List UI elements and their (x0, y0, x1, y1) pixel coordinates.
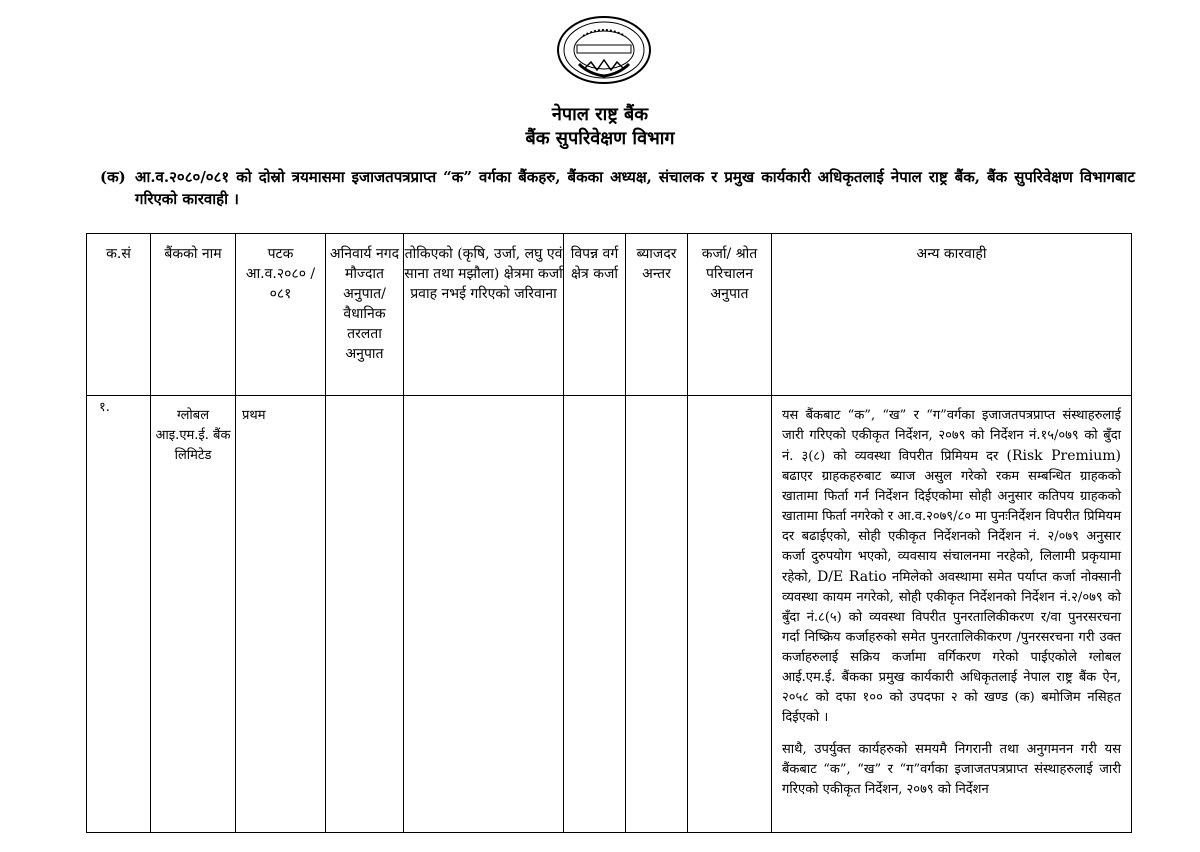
header-sn: क.सं (87, 234, 151, 396)
table-header-row (87, 234, 1132, 396)
nrb-seal-icon (555, 14, 653, 86)
cell-priority-sector (404, 396, 564, 833)
cell-crr (326, 396, 404, 833)
header-crr: अनिवार्य नगद मौज्दात अनुपात/ वैधानिक तरलता अनुपात (326, 234, 404, 396)
other-action-text-b: बढाएर ग्राहकहरुबाट ब्याज असुल गरेको रकम सम्बन्धित ग्राहकको खातामा फिर्ता गर्न निर्देशन दिईएकोमा सोही अनुसार कतिपय ग्राहकको खातामा फिर्ता नगरेको र आ.व.२०७९/८० मा पुनःनिर्देशन विपरीत प्रिमियम दर बढाईएको, सोही एकीकृत निर्देशनको निर्देशन नं. २/०७९ अनुसार कर्जा दुरुपयोग भएको, व्यवसाय संचालनमा नरहेको, लिलामी प्रकृयामा रहेको, (782, 469, 1121, 585)
cell-bank: ग्लोबल आइ.एम.ई. बैंक लिमिटेड (151, 396, 236, 833)
header-priority-sector: तोकिएको (कृषि, उर्जा, लघु एवं साना तथा मझौला) क्षेत्रमा कर्जा प्रवाह नभई गरिएको जरिवाना (404, 234, 564, 396)
cell-deprived-sector (564, 396, 626, 833)
header-cd-ratio: कर्जा/ श्रोत परिचालन अनुपात (688, 234, 772, 396)
other-action-text-a: यस बैंकबाट “क”, “ख” र “ग”वर्गका इजाजतपत्रप्राप्त संस्थाहरुलाई जारी गरिएको एकीकृत निर्देशन, २०७९ को निर्देशन नं.१५/०७९ को बुँदा नं. ३(८) को व्यवस्था विपरीत प्रिमियम दर (782, 408, 1121, 464)
other-action-paragraph-2: साथै, उपर्युक्त कार्यहरुको समयमै निगरानी तथा अनुगमनन गरी यस बैंकबाट “क”, “ख” र “ग”वर्गका इजाजतपत्रप्राप्त संस्थाहरुलाई जारी गरिएको एकीकृत निर्देशन, २०७९ को निर्देशन (782, 742, 1121, 797)
intro-text: आ.व.२०८०/०८१ को दोस्रो त्रयमासमा इजाजतपत्रप्राप्त “क” वर्गका बैंकहरु, बैंकका अध्यक्ष, संचालक र प्रमुख कार्यकारी अधिकृतलाई नेपाल राष्ट्र बैंक, बैंक सुपरिवेक्षण विभागबाट गरिएको कारवाही । (135, 168, 1135, 208)
table-row (87, 396, 1132, 833)
header-spread: ब्याजदर अन्तर (626, 234, 688, 396)
header-instance: पटक आ.व.२०८० /०८१ (236, 234, 326, 396)
department-name: बैंक सुपरिवेक्षण विभाग (525, 128, 675, 149)
cell-sn: १. (87, 396, 151, 833)
org-name: नेपाल राष्ट्र बैंक (551, 104, 649, 125)
risk-premium-term: (Risk Premium) (1006, 448, 1121, 464)
cell-spread (626, 396, 688, 833)
section-marker: (क) (100, 168, 126, 186)
header-other-action: अन्य कारवाही (772, 234, 1132, 396)
header-bank: बैंकको नाम (151, 234, 236, 396)
other-action-paragraph-1 (782, 406, 1121, 728)
cell-cd-ratio (688, 396, 772, 833)
de-ratio-term: D/E Ratio (817, 569, 887, 585)
other-action-text-c: नमिलेको अवस्थामा समेत पर्याप्त कर्जा नोक्सानी व्यवस्था कायम नगरेको, सोही एकीकृत निर्देशनको निर्देशन नं.२/०७९ को बुँदा नं.८(५) को व्यवस्था विपरीत पुनरतालिकीकरण र/वा पुनरसरचना गर्दा निष्क्रिय कर्जाहरुको समेत पुनरतालिकीकरण /पुनरसरचना गरी उक्त कर्जाहरुलाई सक्रिय कर्जामा वर्गिकरण गरेको पाईएकोले ग्लोबल आई.एम.ई. बैंकका प्रमुख कार्यकारी अधिकृतलाई नेपाल राष्ट्र बैंक ऐन, २०५८ को दफा १०० को उपदफा २ को खण्ड (क) बमोजिम नसिहत दिईएको । (782, 570, 1122, 725)
cell-other-action (772, 396, 1132, 833)
action-table (86, 233, 1132, 833)
cell-instance: प्रथम (236, 396, 326, 833)
header-deprived-sector: विपन्न वर्ग क्षेत्र कर्जा (564, 234, 626, 396)
